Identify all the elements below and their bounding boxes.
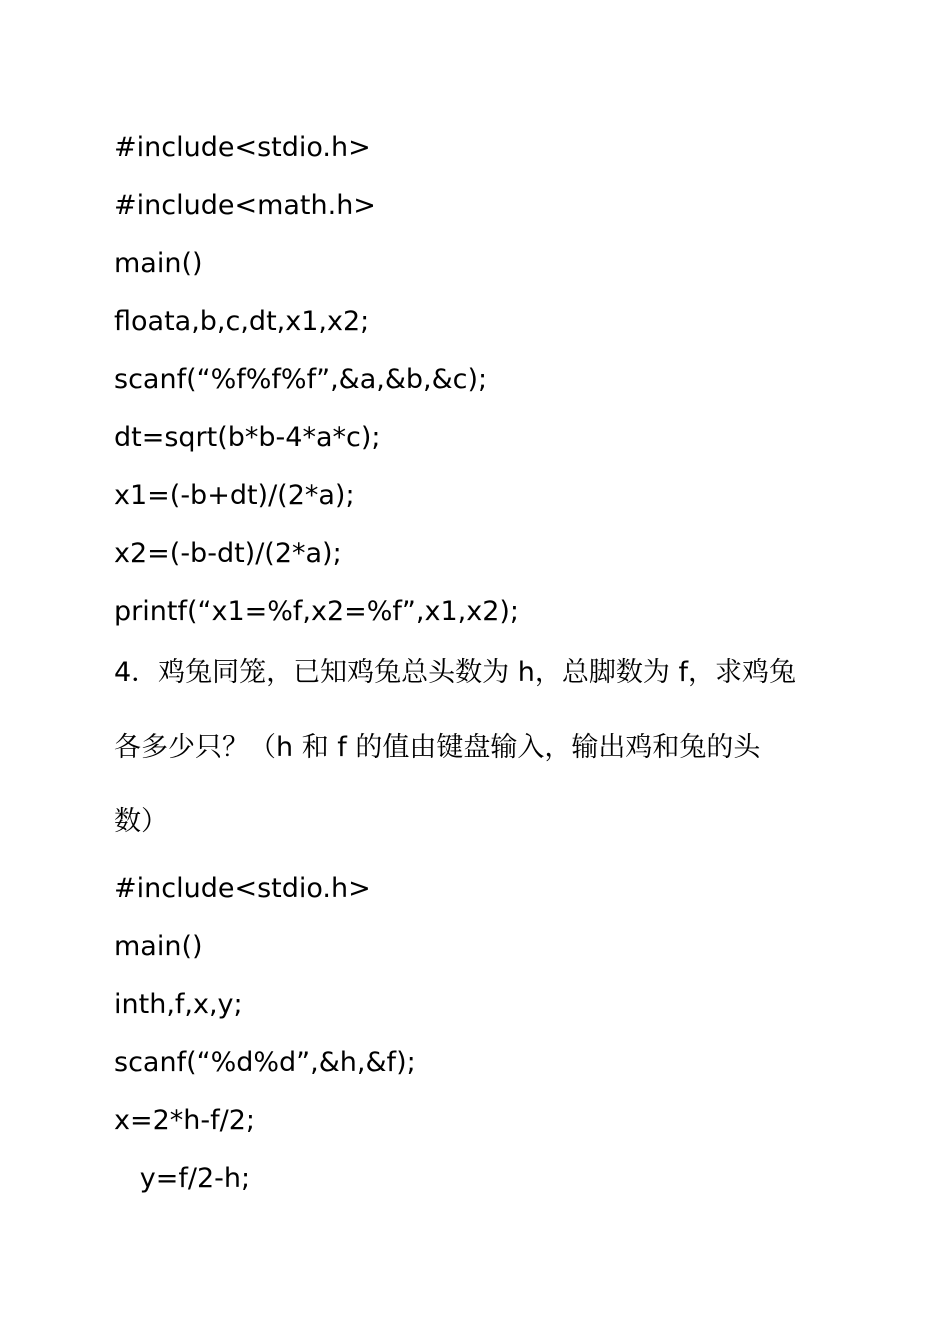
code-line: main(): [114, 931, 203, 962]
code-line: #include<stdio.h>: [114, 132, 371, 163]
code-line: #include<math.h>: [114, 190, 376, 221]
code-line: floata,b,c,dt,x1,x2;: [114, 306, 370, 337]
code-line: dt=sqrt(b*b-4*a*c);: [114, 422, 381, 453]
question-text-line: 各多少只？（h 和 f 的值由键盘输入，输出鸡和兔的头: [114, 732, 761, 763]
code-line: #include<stdio.h>: [114, 873, 371, 904]
code-line: inth,f,x,y;: [114, 989, 243, 1020]
code-line: scanf(“%f%f%f”,&a,&b,&c);: [114, 364, 488, 395]
code-line: scanf(“%d%d”,&h,&f);: [114, 1047, 416, 1078]
code-line: x2=(-b-dt)/(2*a);: [114, 538, 342, 569]
question-text-line: 4．鸡兔同笼，已知鸡兔总头数为 h，总脚数为 f，求鸡兔: [114, 657, 796, 688]
question-text-line: 数）: [114, 806, 168, 837]
code-line: x=2*h-f/2;: [114, 1105, 256, 1136]
code-line: x1=(-b+dt)/(2*a);: [114, 480, 355, 511]
code-line: printf(“x1=%f,x2=%f”,x1,x2);: [114, 596, 520, 627]
code-line: y=f/2-h;: [114, 1163, 251, 1194]
code-line: main(): [114, 248, 203, 279]
